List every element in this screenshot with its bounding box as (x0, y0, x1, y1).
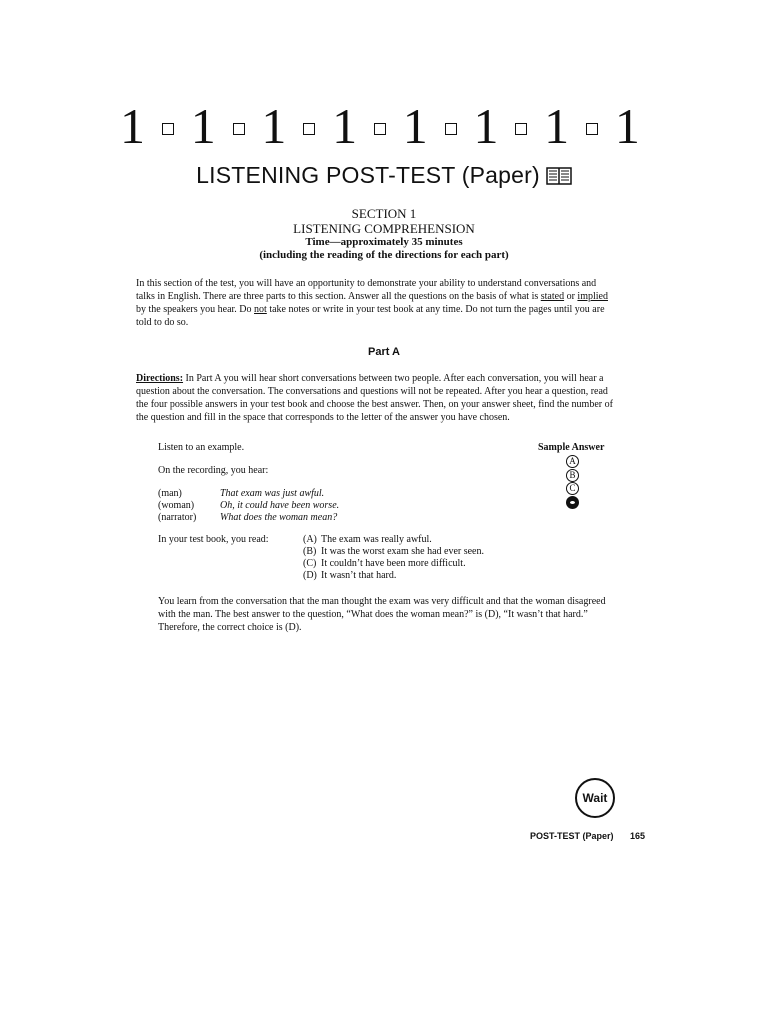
separator-box (162, 123, 174, 135)
dialogue-line (158, 512, 337, 524)
dialogue-text: Oh, it could have been worse. (220, 500, 340, 511)
dialogue-speaker: (man) (158, 488, 182, 499)
section-digit: 1 (544, 98, 570, 154)
section-digit: 1 (261, 98, 287, 154)
answer-choices (303, 534, 484, 582)
page-number: 165 (630, 831, 646, 841)
example-intro: Listen to an example. (158, 442, 245, 453)
choice-letter: (D) (303, 570, 317, 581)
wait-badge (575, 778, 615, 818)
explanation-paragraph: You learn from the conversation that the man thought the exam was very difficult and that the woman disagreed with the man. The best answer to the question, “What does the woman mean?” is (D), “It wasn’t that hard.” Therefore, the correct choice is (D). (158, 596, 606, 633)
intro-not: not (254, 304, 267, 315)
section-time: Time—approximately 35 minutes (305, 236, 463, 248)
wait-label: Wait (582, 791, 608, 805)
dialogue-speaker: (woman) (158, 500, 195, 511)
choice-d (303, 570, 484, 582)
choice-text: The exam was really awful. (321, 534, 432, 545)
separator-box (233, 123, 245, 135)
part-title: Part A (368, 346, 400, 358)
recording-label: On the recording, you hear: (158, 465, 269, 476)
intro-text: In this section of the test, you will have an opportunity to demonstrate your ability to understand conversations and talks in English. There are three parts to this section. Answer all the questions on the basis of what is (136, 278, 597, 302)
intro-stated: stated (540, 291, 565, 302)
choice-text: It wasn’t that hard. (321, 570, 397, 581)
dialogue-line (158, 488, 324, 500)
section-number-band (120, 100, 640, 152)
page-title (0, 162, 768, 192)
footer-label: POST-TEST (Paper) (530, 831, 614, 841)
book-icon (546, 165, 572, 192)
choice-text: It was the worst exam she had ever seen. (321, 546, 484, 557)
separator-box (303, 123, 315, 135)
sample-answer-label: Sample Answer (538, 442, 605, 453)
answer-bubble-c: C (566, 482, 579, 495)
section-name: LISTENING COMPREHENSION (293, 221, 475, 236)
dialogue-text: That exam was just awful. (220, 488, 325, 499)
section-digit: 1 (332, 98, 358, 154)
choice-a (303, 534, 484, 546)
choice-letter: (A) (303, 534, 317, 545)
section-digit: 1 (190, 98, 216, 154)
page-title-text: LISTENING POST-TEST (Paper) (196, 162, 540, 188)
section-digit: 1 (614, 98, 640, 154)
answer-bubble-b: B (566, 469, 579, 482)
directions-label: Directions: (136, 373, 184, 384)
intro-text-2: by the speakers you hear. Do (136, 304, 255, 315)
sample-answer-bubbles (566, 455, 582, 509)
directions-text: In Part A you will hear short conversations between two people. After each conversation, you will hear a question about the conversation. The conversations and questions will not be repeated. After you hear a question, read the four possible answers in your test book and choose the best answer. Then, on your answer sheet, find the number of the question and fill in the space that corresponds to the letter of the answer you have chosen. (136, 373, 613, 423)
choice-text: It couldn’t have been more difficult. (321, 558, 466, 569)
answer-bubble-a: A (566, 455, 579, 468)
choice-letter: (B) (303, 546, 317, 557)
intro-paragraph (136, 277, 616, 329)
intro-implied: implied (577, 291, 608, 302)
separator-box (586, 123, 598, 135)
dialogue-line (158, 500, 339, 512)
section-digit: 1 (402, 98, 428, 154)
separator-box (515, 123, 527, 135)
choice-letter: (C) (303, 558, 317, 569)
choice-b (303, 546, 484, 558)
dialogue-speaker: (narrator) (158, 512, 197, 523)
intro-or: or (564, 291, 578, 302)
answer-bubble-d-filled (566, 496, 579, 509)
test-book-label: In your test book, you read: (158, 534, 269, 545)
section-digit: 1 (473, 98, 499, 154)
section-digit: 1 (120, 98, 145, 154)
dialogue-text: What does the woman mean? (220, 512, 338, 523)
section-label: SECTION 1 (351, 206, 417, 221)
choice-c (303, 558, 484, 570)
separator-box (445, 123, 457, 135)
directions-paragraph (136, 372, 616, 424)
separator-box (374, 123, 386, 135)
section-time-note: (including the reading of the directions for each part) (259, 249, 509, 261)
intro-text-3: take notes or write in your test book at any time. Do not turn the pages until you are told to do so. (136, 304, 605, 328)
